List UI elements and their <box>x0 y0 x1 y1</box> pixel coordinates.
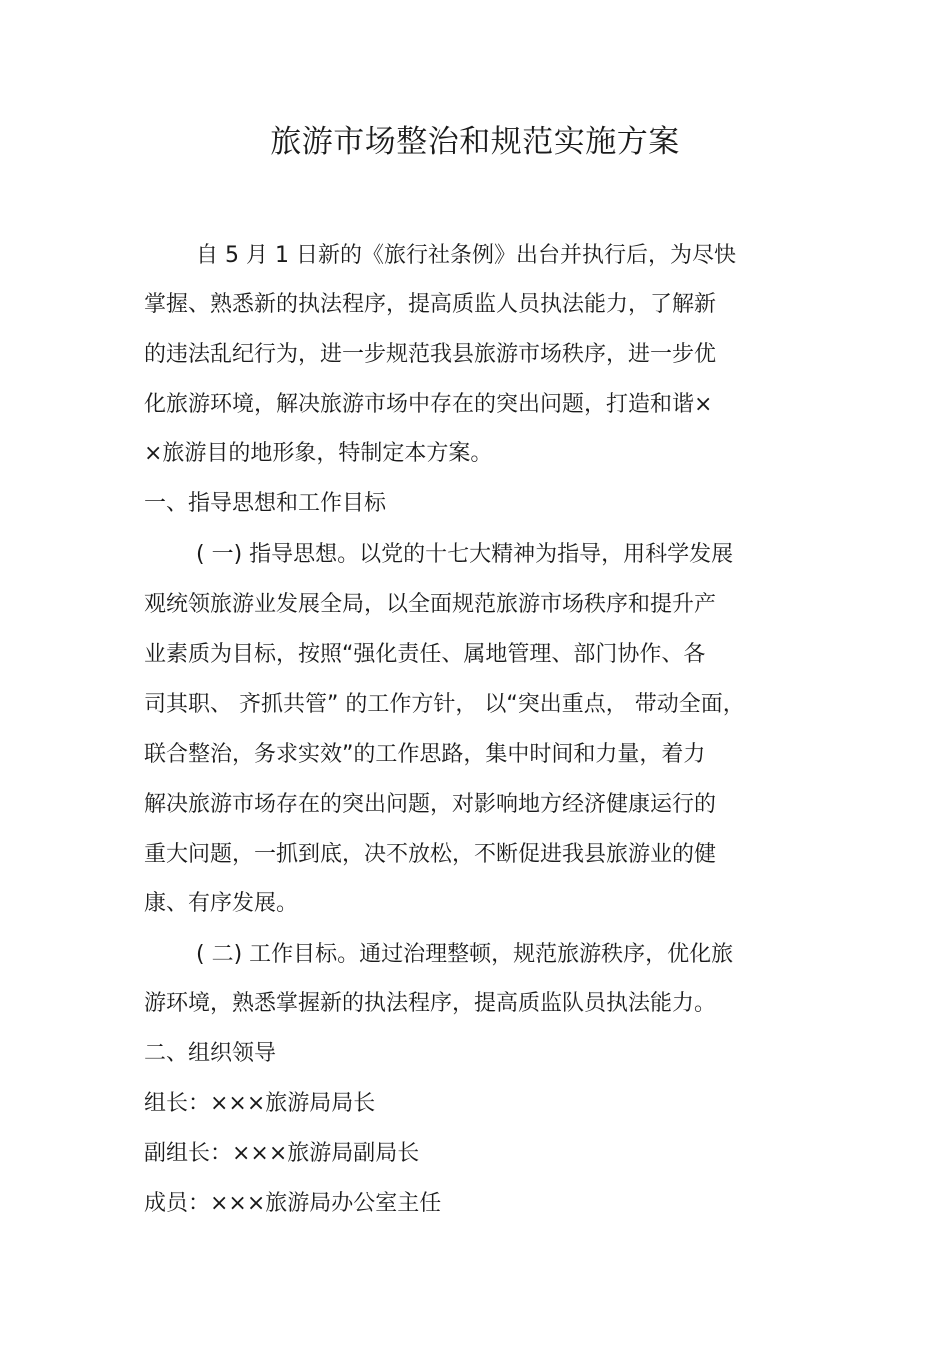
paragraph-line: 解决旅游市场存在的突出问题，对影响地方经济健康运行的 <box>144 792 717 817</box>
document-title: 旅游市场整治和规范实施方案 <box>270 124 680 160</box>
paragraph-line: 联合整治，务求实效”的工作思路，集中时间和力量，着力 <box>144 742 706 767</box>
section-heading: 一、指导思想和工作目标 <box>144 491 387 516</box>
paragraph-line: 康、有序发展。 <box>144 891 299 916</box>
paragraph-line: ( 二) 工作目标。通过治理整顿，规范旅游秩序，优化旅 <box>196 942 734 967</box>
paragraph-line: 司其职、 齐抓共管” 的工作方针， 以“突出重点， 带动全面， <box>144 692 745 717</box>
member-line: 组长：×××旅游局局长 <box>144 1091 376 1116</box>
paragraph-line: 自 5 月 1 日新的《旅行社条例》出台并执行后，为尽快 <box>196 243 736 268</box>
member-line: 成员：×××旅游局办公室主任 <box>144 1191 442 1216</box>
paragraph-line: 观统领旅游业发展全局，以全面规范旅游市场秩序和提升产 <box>144 592 717 617</box>
section-heading: 二、组织领导 <box>144 1041 277 1066</box>
paragraph-line: 掌握、熟悉新的执法程序，提高质监人员执法能力，了解新 <box>144 292 717 317</box>
paragraph-line: 业素质为目标，按照“强化责任、属地管理、部门协作、各 <box>144 642 706 667</box>
paragraph-line: 化旅游环境，解决旅游市场中存在的突出问题，打造和谐× <box>144 392 713 417</box>
paragraph-line: 的违法乱纪行为，进一步规范我县旅游市场秩序，进一步优 <box>144 342 717 367</box>
paragraph-line: 重大问题，一抓到底，决不放松，不断促进我县旅游业的健 <box>144 842 717 867</box>
paragraph-line: ×旅游目的地形象，特制定本方案。 <box>144 441 493 466</box>
paragraph-line: 游环境，熟悉掌握新的执法程序，提高质监队员执法能力。 <box>144 991 717 1016</box>
member-line: 副组长：×××旅游局副局长 <box>144 1141 420 1166</box>
paragraph-line: ( 一) 指导思想。以党的十七大精神为指导，用科学发展 <box>196 542 734 567</box>
